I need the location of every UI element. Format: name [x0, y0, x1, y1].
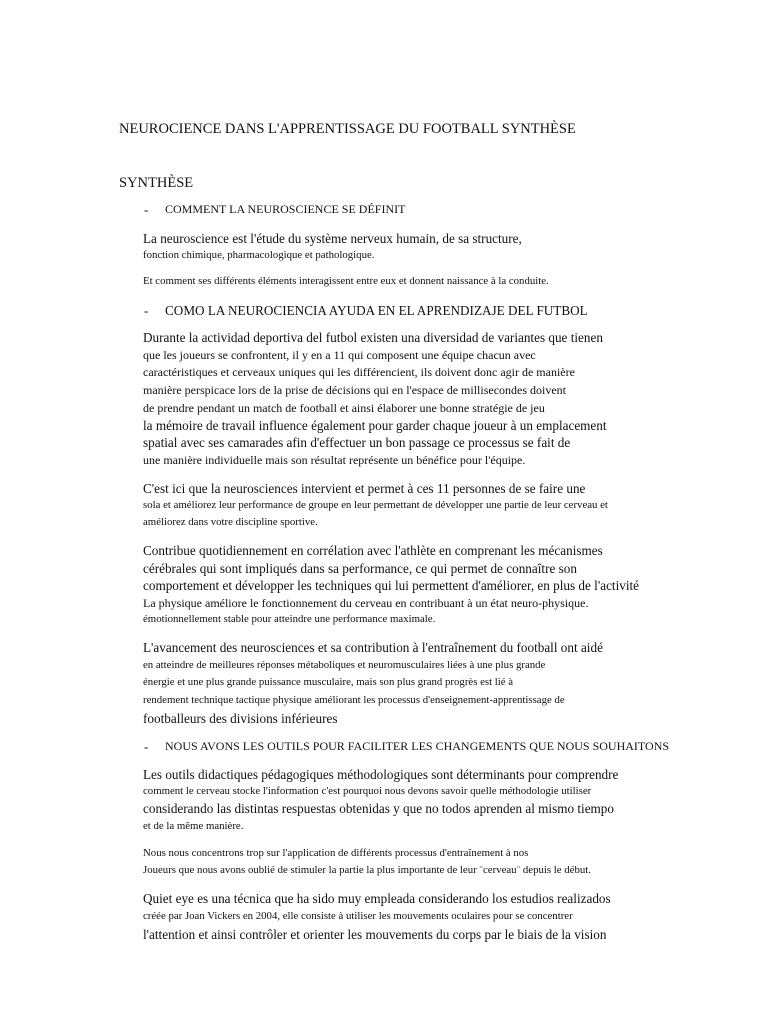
bullet-marker: -	[144, 303, 149, 318]
paragraph-line: footballeurs des divisions inférieures	[143, 711, 338, 726]
paragraph-line: et de la même manière.	[143, 820, 244, 832]
paragraph-line: La physique améliore le fonctionnement du cerveau en contribuant à un état neuro-physique.	[143, 596, 589, 610]
paragraph-line: La neuroscience est l'étude du système nerveux humain, de sa structure,	[143, 231, 522, 246]
paragraph-line: Nous nous concentrons trop sur l'application de différents processus d'entraînement à nos	[143, 847, 529, 859]
paragraph-line: C'est ici que la neurosciences intervient et permet à ces 11 personnes de se faire une	[143, 481, 586, 496]
paragraph-line: comment le cerveau stocke l'information c'est pourquoi nous devons savoir quelle méthodologie utiliser	[143, 785, 592, 797]
paragraph-line: en atteindre de meilleures réponses métaboliques et neuromusculaires liées à une plus grande	[143, 659, 546, 671]
paragraph-line: de prendre pendant un match de football et ainsi élaborer une bonne stratégie de jeu	[143, 401, 545, 415]
paragraph-line: créée par Joan Vickers en 2004, elle consiste à utiliser les mouvements oculaires pour se concentrer	[143, 910, 573, 922]
paragraph-line: la mémoire de travail influence également pour garder chaque joueur à un emplacement	[143, 418, 607, 433]
paragraph-line: cérébrales qui sont impliqués dans sa performance, ce qui permet de connaître son	[143, 561, 577, 576]
paragraph-line: caractéristiques et cerveaux uniques qui les différencient, ils doivent donc agir de manière	[143, 365, 575, 379]
paragraph-line: Les outils didactiques pédagogiques méthodologiques sont déterminants pour comprendre	[143, 767, 619, 782]
paragraph-line: émotionnellement stable pour atteindre une performance maximale.	[143, 613, 436, 625]
paragraph-line: considerando las distintas respuestas obtenidas y que no todos aprenden al mismo tiempo	[143, 801, 614, 816]
paragraph-line: une manière individuelle mais son résultat représente un bénéfice pour l'équipe.	[143, 453, 526, 467]
bullet-marker: -	[144, 202, 149, 217]
paragraph-line: que les joueurs se confrontent, il y en a 11 qui composent une équipe chacun avec	[143, 348, 536, 362]
paragraph-line: manière perspicace lors de la prise de décisions qui en l'espace de millisecondes doivent	[143, 383, 567, 397]
paragraph-line: énergie et une plus grande puissance musculaire, mais son plus grand progrès est lié à	[143, 676, 514, 688]
paragraph-line: l'attention et ainsi contrôler et orienter les mouvements du corps par le biais de la vision	[143, 927, 607, 942]
paragraph-line: Quiet eye es una técnica que ha sido muy empleada considerando los estudios realizados	[143, 891, 611, 906]
bullet-marker: -	[144, 739, 149, 754]
paragraph-line: L'avancement des neurosciences et sa contribution à l'entraînement du football ont aidé	[143, 640, 603, 655]
paragraph-line: sola et améliorez leur performance de groupe en leur permettant de développer une partie de leur cerveau et	[143, 499, 608, 511]
document-title: NEUROCIENCE DANS L'APPRENTISSAGE DU FOOTBALL SYNTHÈSE	[119, 121, 576, 137]
paragraph-line: spatial avec ses camarades afin d'effectuer un bon passage ce processus se fait de	[143, 435, 571, 450]
paragraph-line: Contribue quotidiennement en corrélation avec l'athlète en comprenant les mécanismes	[143, 543, 603, 558]
paragraph-line: rendement technique tactique physique améliorant les processus d'enseignement-apprentissage de	[143, 694, 565, 706]
paragraph-line: Joueurs que nous avons oublié de stimuler la partie la plus importante de leur ¨cerveau¨ depuis le début.	[143, 864, 591, 876]
heading-2: COMO LA NEUROCIENCIA AYUDA EN EL APRENDIZAJE DEL FUTBOL	[165, 303, 588, 318]
heading-1: COMMENT LA NEUROSCIENCE SE DÉFINIT	[165, 202, 406, 216]
heading-3: NOUS AVONS LES OUTILS POUR FACILITER LES CHANGEMENTS QUE NOUS SOUHAITONS	[165, 739, 670, 753]
paragraph-line: comportement et développer les techniques qui lui permettent d'améliorer, en plus de l'activité	[143, 578, 640, 593]
paragraph-line: Et comment ses différents éléments interagissent entre eux et donnent naissance à la conduite.	[143, 275, 549, 287]
section-title: SYNTHÈSE	[119, 175, 194, 191]
paragraph-line: Durante la actividad deportiva del futbol existen una diversidad de variantes que tienen	[143, 330, 603, 345]
paragraph-line: fonction chimique, pharmacologique et pathologique.	[143, 249, 375, 261]
paragraph-line: améliorez dans votre discipline sportive.	[143, 516, 318, 528]
